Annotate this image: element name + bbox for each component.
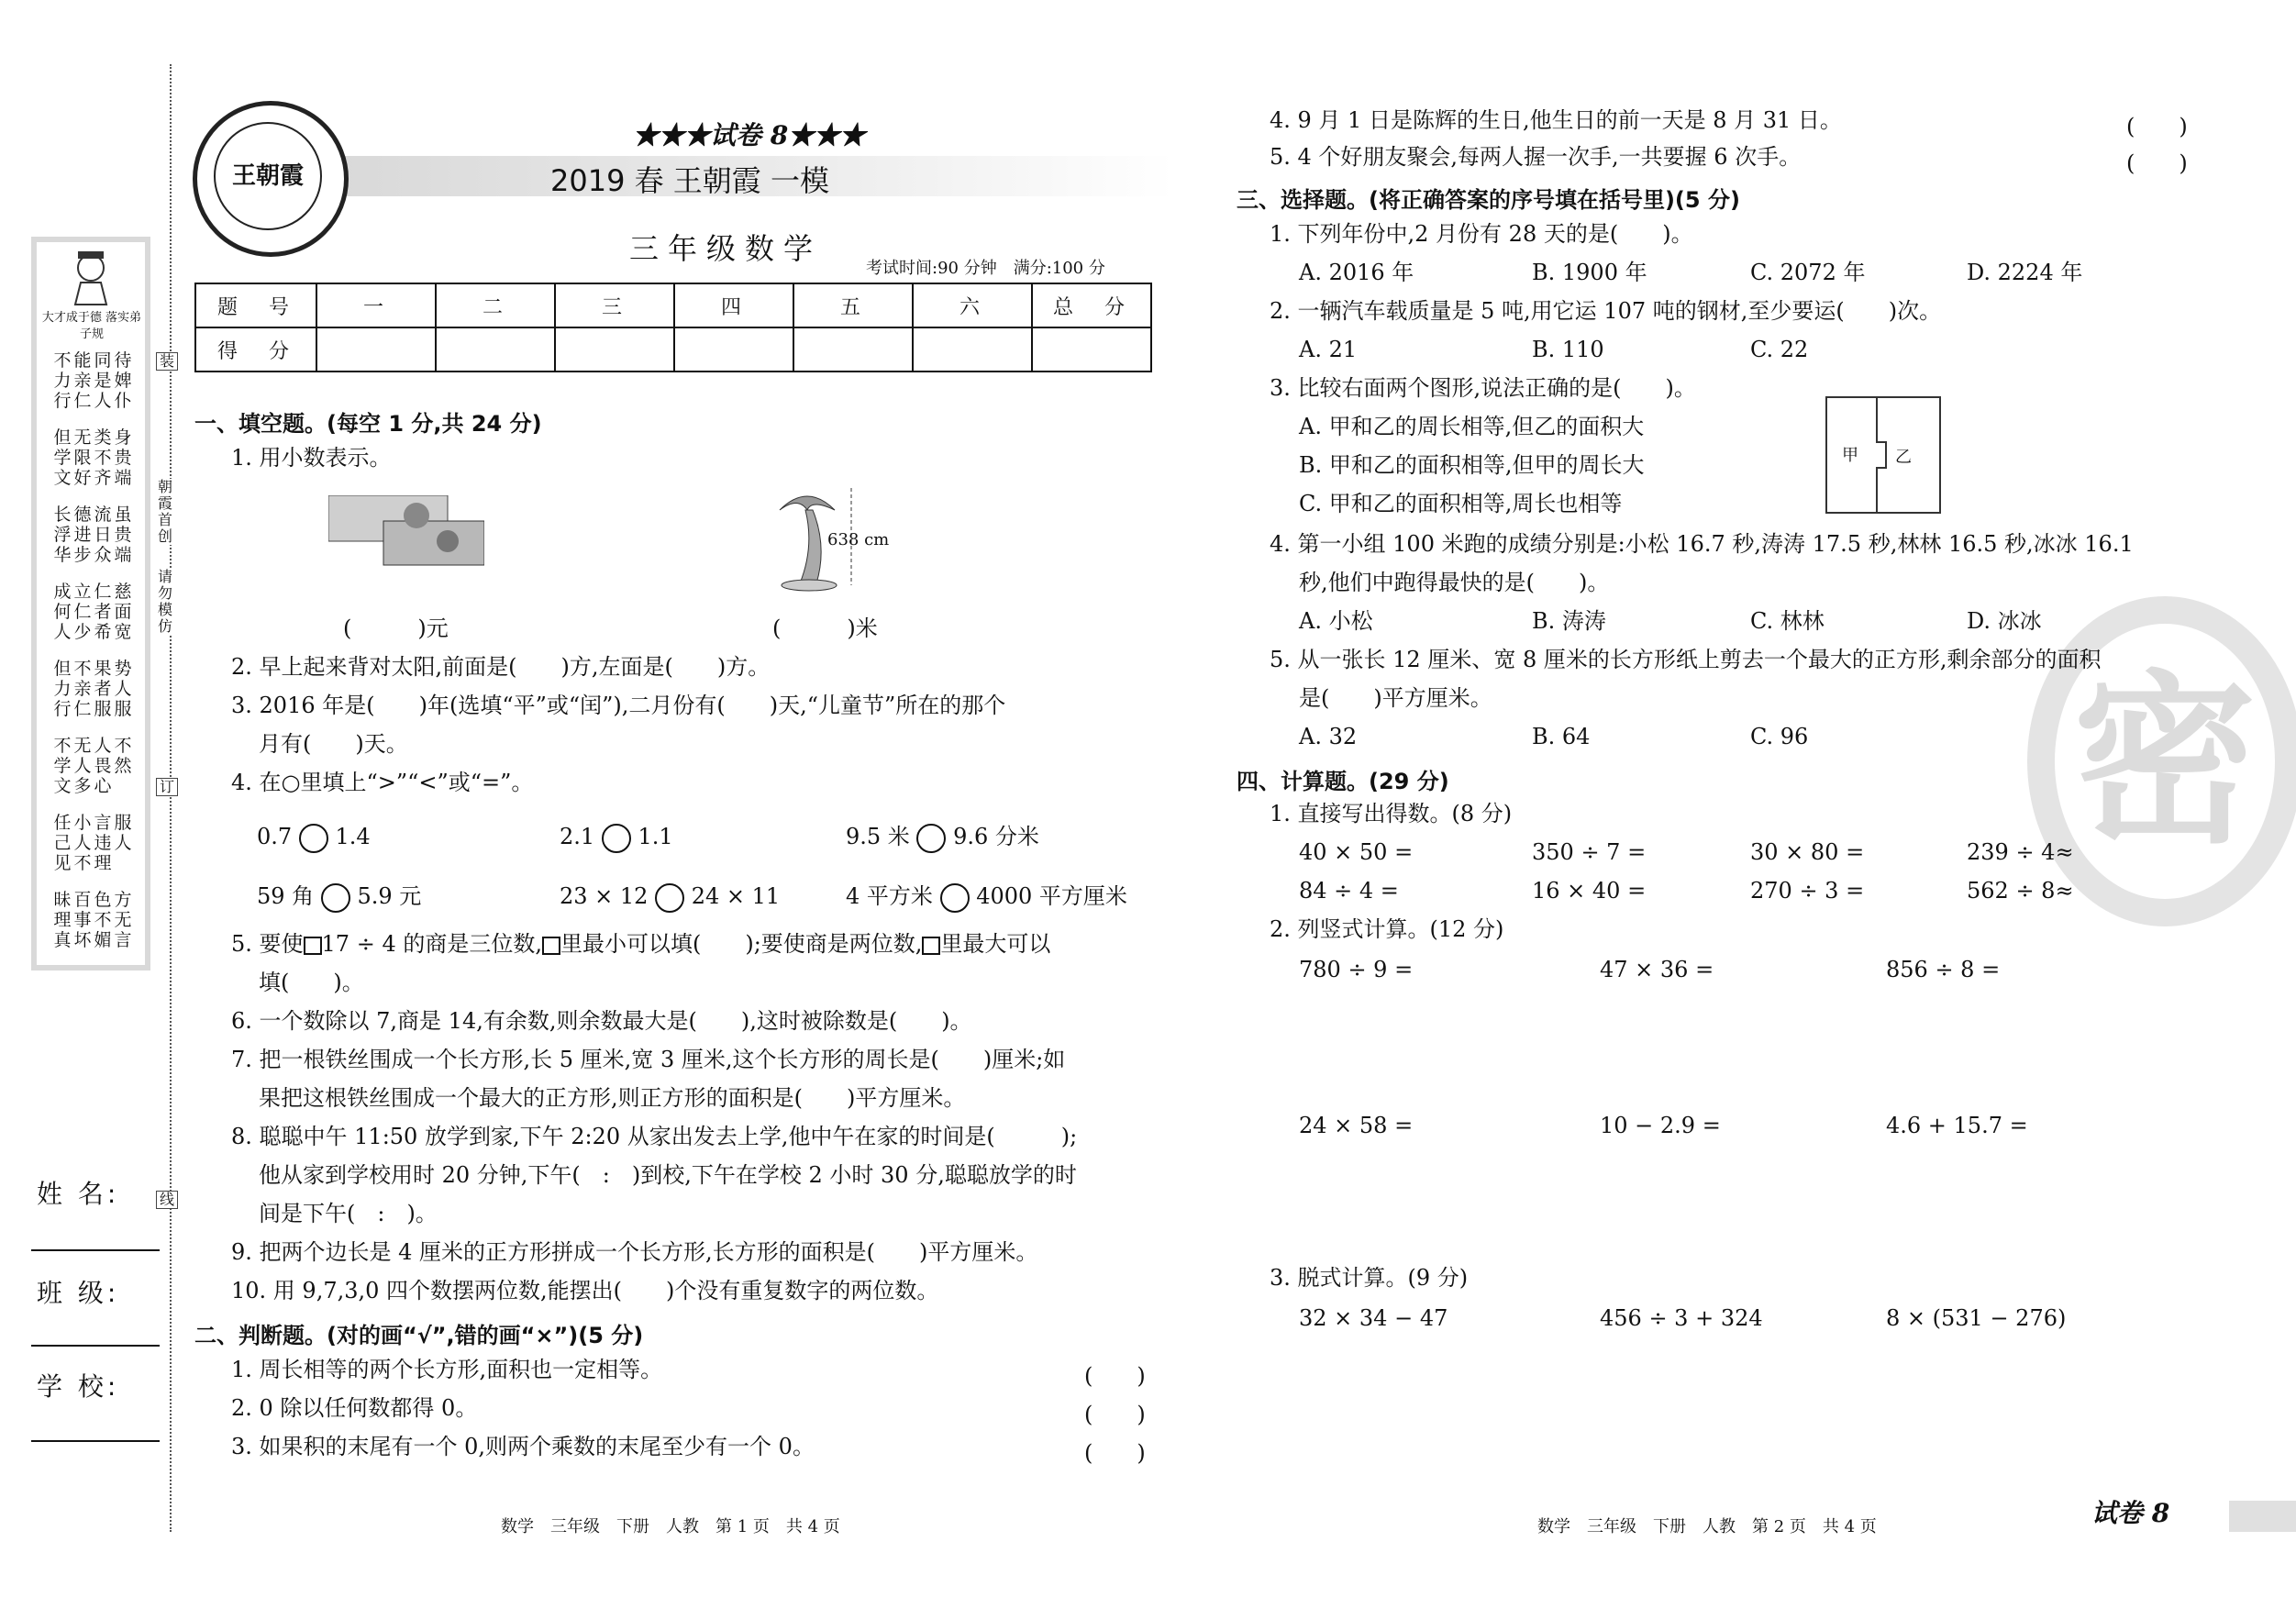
- calc-item: 8 × (531 − 276): [1886, 1305, 2067, 1331]
- motto-text: 果 者 服: [94, 659, 112, 719]
- motto-text: 立 仁 少: [73, 582, 92, 642]
- choice-5-option: A. 32: [1299, 724, 1358, 749]
- binding-dotted-line: [170, 64, 172, 1532]
- brand-logo: 王朝霞: [193, 101, 349, 257]
- calc-item: 4.6 + 15.7 =: [1886, 1113, 2028, 1138]
- judge-2-answer[interactable]: ( ): [1084, 1402, 1146, 1427]
- question-9: 9. 把两个边长是 4 厘米的正方形拼成一个长方形,长方形的面积是( )平方厘米。: [231, 1239, 1038, 1265]
- choice-5-option: B. 64: [1532, 724, 1591, 749]
- motto-text: 能 亲 仁: [73, 350, 92, 411]
- question-1: 1. 用小数表示。: [231, 445, 392, 471]
- section-choice: 三、选择题。(将正确答案的序号填在括号里)(5 分): [1237, 187, 1740, 213]
- shape-figure: [1825, 396, 1941, 514]
- left-footer: 数学 三年级 下册 人教 第 1 页 共 4 页: [501, 1517, 840, 1536]
- calc-item: 47 × 36 =: [1600, 957, 1714, 982]
- exam-series: ★★★试卷 8★★★: [633, 120, 866, 150]
- choice-4-option: D. 冰冰: [1967, 608, 2042, 634]
- motto-text: 德 进 步: [73, 505, 92, 565]
- compare-item: 59 角 5.9 元: [257, 882, 421, 913]
- motto-text: 不 学 文: [53, 736, 72, 796]
- judge-5: 5. 4 个好朋友聚会,每两人握一次手,一共要握 6 次手。: [1270, 144, 1802, 170]
- calc-item: 40 × 50 =: [1299, 839, 1414, 865]
- choice-1-option: C. 2072 年: [1750, 260, 1866, 285]
- question-6: 6. 一个数除以 7,商是 14,有余数,则余数最大是( ),这时被除数是( )。: [231, 1008, 972, 1034]
- question-7-line1: 7. 把一根铁丝围成一个长方形,长 5 厘米,宽 3 厘米,这个长方形的周长是( )厘米;如: [231, 1047, 1066, 1072]
- exam-title: 2019 春 王朝霞 一模: [550, 163, 829, 198]
- motto-text: 不 然: [114, 736, 132, 776]
- copyright-mark: 朝霞首创: [157, 478, 172, 545]
- corner-exam-tag: 试卷 8: [2091, 1498, 2170, 1528]
- question-3-line1: 3. 2016 年是( )年(选填“平”或“闰”),二月份有( )天,“儿童节”所在的那个: [231, 693, 1006, 718]
- motto-text: 任 己 见: [53, 813, 72, 873]
- motto-text: 人 畏 心: [94, 736, 112, 796]
- section-fill-in: 一、填空题。(每空 1 分,共 24 分): [194, 411, 542, 437]
- corner-bar: [2229, 1501, 2296, 1532]
- calc-3: 3. 脱式计算。(9 分): [1270, 1265, 1469, 1291]
- score-label-cell: 得 分: [195, 327, 316, 372]
- motto-text: 但 学 文: [53, 427, 72, 488]
- question-3-line2: 月有( )天。: [259, 731, 408, 757]
- motto-sidebar: [31, 237, 150, 970]
- motto-text: 百 事 坏: [73, 890, 92, 950]
- answer-yuan: ( )元: [343, 616, 449, 641]
- calc-item: 84 ÷ 4 =: [1299, 878, 1399, 904]
- calc-item: 780 ÷ 9 =: [1299, 957, 1414, 982]
- motto-text: 慈 面 宽: [114, 582, 132, 642]
- compare-item: 0.7 1.4: [257, 823, 371, 853]
- motto-text: 方 无 言: [114, 890, 132, 950]
- choice-2-option: C. 22: [1750, 337, 1809, 362]
- calc-item: 32 × 34 − 47: [1299, 1305, 1448, 1331]
- name-label: 姓 名:: [37, 1179, 120, 1209]
- blank-box-icon: [542, 937, 560, 955]
- calc-item: 562 ÷ 8≈: [1967, 878, 2074, 904]
- motto-text: 言 违 理: [94, 813, 112, 873]
- calc-item: 10 − 2.9 =: [1600, 1113, 1721, 1138]
- judge-3: 3. 如果积的末尾有一个 0,则两个乘数的末尾至少有一个 0。: [231, 1434, 815, 1459]
- blank-box-icon: [922, 937, 940, 955]
- question-7-line2: 果把这根铁丝围成一个最大的正方形,则正方形的面积是( )平方厘米。: [259, 1085, 966, 1111]
- motto-text: 虽 贵 端: [114, 505, 132, 565]
- question-2: 2. 早上起来背对太阳,前面是( )方,左面是( )方。: [231, 654, 771, 680]
- question-5-line1: 5. 要使 17 ÷ 4 的商是三位数, 里最小可以填( );要使商是两位数, 里最大可以: [231, 931, 1051, 957]
- calc-item: 24 × 58 =: [1299, 1113, 1414, 1138]
- exam-time: 考试时间:90 分钟 满分:100 分: [866, 259, 1105, 278]
- motto-text: 色 不 媚: [94, 890, 112, 950]
- question-8-line3: 间是下午( : )。: [259, 1201, 438, 1226]
- choice-5-line2: 是( )平方厘米。: [1299, 685, 1492, 711]
- motto-text: 势 人 服: [114, 659, 132, 719]
- score-row: [195, 327, 1151, 372]
- motto-text: 长 浮 华: [53, 505, 72, 565]
- compare-item: 9.5 米 9.6 分米: [846, 823, 1039, 853]
- question-10: 10. 用 9,7,3,0 四个数摆两位数,能摆出( )个没有重复数字的两位数。: [231, 1278, 939, 1303]
- motto-text: 不 亲 仁: [73, 659, 92, 719]
- compare-circle[interactable]: [602, 824, 631, 853]
- judge-4-answer[interactable]: ( ): [2126, 114, 2188, 139]
- motto-text: 昧 理 真: [53, 890, 72, 950]
- score-header-cell: 三: [555, 283, 674, 327]
- score-input-cell[interactable]: [436, 327, 555, 372]
- judge-3-answer[interactable]: ( ): [1084, 1440, 1146, 1466]
- calc-1: 1. 直接写出得数。(8 分): [1270, 801, 1513, 826]
- tree-height-label: 638 cm: [827, 530, 890, 549]
- choice-5-option: C. 96: [1750, 724, 1809, 749]
- motto-text: 服 人: [114, 813, 132, 853]
- score-input-cell[interactable]: [793, 327, 913, 372]
- question-4: 4. 在○里填上“>”“<”或“=”。: [231, 770, 534, 795]
- choice-1-option: A. 2016 年: [1299, 260, 1414, 285]
- calc-2: 2. 列竖式计算。(12 分): [1270, 916, 1504, 942]
- choice-5-line1: 5. 从一张长 12 厘米、宽 8 厘米的长方形纸上剪去一个最大的正方形,剩余部分的面积: [1270, 647, 2102, 672]
- choice-4-line2: 秒,他们中跑得最快的是( )。: [1299, 570, 1610, 595]
- score-input-cell[interactable]: [1032, 327, 1151, 372]
- choice-3-option: A. 甲和乙的周长相等,但乙的面积大: [1299, 414, 1645, 439]
- binding-mark-ding: 订: [156, 778, 178, 796]
- calc-item: 239 ÷ 4≈: [1967, 839, 2074, 865]
- motto-text: 不 力 行: [53, 350, 72, 411]
- school-field[interactable]: [31, 1440, 160, 1442]
- calc-item: 16 × 40 =: [1532, 878, 1647, 904]
- question-8-line2: 他从家到学校用时 20 分钟,下午( : )到校,下午在学校 2 小时 30 分,聪聪放学的时: [259, 1162, 1077, 1188]
- score-input-cell[interactable]: [913, 327, 1032, 372]
- binding-mark-zhuang: 装: [156, 352, 178, 371]
- class-field[interactable]: [31, 1345, 160, 1347]
- choice-1-option: D. 2224 年: [1967, 260, 2083, 285]
- choice-4-option: C. 林林: [1750, 608, 1825, 634]
- figure-label-jia: 甲: [1842, 446, 1858, 465]
- motto-text: 无 限 好: [73, 427, 92, 488]
- choice-3-option: C. 甲和乙的面积相等,周长也相等: [1299, 491, 1623, 516]
- binding-mark-xian: 线: [156, 1191, 178, 1209]
- compare-item: 4 平方米 4000 平方厘米: [846, 882, 1127, 913]
- choice-3: 3. 比较右面两个图形,说法正确的是( )。: [1270, 375, 1696, 401]
- blank-box-icon: [304, 937, 322, 955]
- judge-1-answer[interactable]: ( ): [1084, 1363, 1146, 1389]
- figure-label-yi: 乙: [1895, 448, 1912, 467]
- score-header-cell: 题 号: [195, 283, 316, 327]
- answer-meter: ( )米: [772, 616, 878, 641]
- choice-3-option: B. 甲和乙的面积相等,但甲的周长大: [1299, 452, 1645, 478]
- banknote-image: [328, 495, 484, 567]
- score-header-cell: 一: [316, 283, 436, 327]
- score-header-cell: 总 分: [1032, 283, 1151, 327]
- score-header-cell: 四: [674, 283, 793, 327]
- calc-item: 350 ÷ 7 =: [1532, 839, 1647, 865]
- compare-item: 23 × 12 24 × 11: [560, 882, 780, 913]
- motto-text: 仁 者 希: [94, 582, 112, 642]
- section-calculation: 四、计算题。(29 分): [1237, 769, 1449, 794]
- question-5-line2: 填( )。: [259, 970, 364, 995]
- judge-2: 2. 0 除以任何数都得 0。: [231, 1395, 478, 1421]
- motto-text: 同 是 人: [94, 350, 112, 411]
- compare-item: 2.1 1.1: [560, 823, 673, 853]
- motto-text: 但 力 行: [53, 659, 72, 719]
- choice-1-option: B. 1900 年: [1532, 260, 1647, 285]
- school-label: 学 校:: [37, 1371, 120, 1402]
- score-header-cell: 五: [793, 283, 913, 327]
- subject-title: 三年级数学: [629, 231, 823, 266]
- motto-text: 无 人 多: [73, 736, 92, 796]
- judge-5-answer[interactable]: ( ): [2126, 150, 2188, 176]
- calc-item: 456 ÷ 3 + 324: [1600, 1305, 1763, 1331]
- question-8-line1: 8. 聪聪中午 11:50 放学到家,下午 2:20 从家出发去上学,他中午在家的时间是( );: [231, 1124, 1078, 1149]
- score-header-row: [195, 283, 1151, 327]
- choice-4-option: A. 小松: [1299, 608, 1373, 634]
- choice-2-option: A. 21: [1299, 337, 1358, 362]
- calc-item: 856 ÷ 8 =: [1886, 957, 2001, 982]
- compare-circle[interactable]: [940, 883, 970, 913]
- choice-2-option: B. 110: [1532, 337, 1604, 362]
- score-input-cell[interactable]: [316, 327, 436, 372]
- confidential-stamp: 密: [2027, 596, 2296, 926]
- class-label: 班 级:: [37, 1278, 120, 1308]
- compare-circle[interactable]: [321, 883, 350, 913]
- judge-1: 1. 周长相等的两个长方形,面积也一定相等。: [231, 1357, 663, 1382]
- choice-4-option: B. 涛涛: [1532, 608, 1606, 634]
- motto-text: 成 何 人: [53, 582, 72, 642]
- motto-text: 流 日 众: [94, 505, 112, 565]
- calc-item: 270 ÷ 3 =: [1750, 878, 1865, 904]
- section-judge: 二、判断题。(对的画“√”,错的画“×”)(5 分): [194, 1323, 644, 1348]
- name-field[interactable]: [31, 1249, 160, 1251]
- compare-circle[interactable]: [299, 824, 328, 853]
- calc-item: 30 × 80 =: [1750, 839, 1865, 865]
- motto-text: 小 人 不: [73, 813, 92, 873]
- right-footer: 数学 三年级 下册 人教 第 2 页 共 4 页: [1537, 1517, 1877, 1536]
- choice-2: 2. 一辆汽车载质量是 5 吨,用它运 107 吨的钢材,至少要运( )次。: [1270, 298, 1942, 324]
- score-header-cell: 六: [913, 283, 1032, 327]
- judge-4: 4. 9 月 1 日是陈辉的生日,他生日的前一天是 8 月 31 日。: [1270, 107, 1842, 133]
- choice-4-line1: 4. 第一小组 100 米跑的成绩分别是:小松 16.7 秒,涛涛 17.5 秒,林林 16.5 秒,冰冰 16.1: [1270, 531, 2134, 557]
- cartoon-figure-icon: [66, 250, 116, 306]
- motto-text: 类 不 齐: [94, 427, 112, 488]
- score-header-cell: 二: [436, 283, 555, 327]
- copyright-warning: 请勿模仿: [157, 568, 172, 635]
- motto-text: 待 婢 仆: [114, 350, 132, 411]
- motto-text: 身 贵 端: [114, 427, 132, 488]
- score-input-cell[interactable]: [674, 327, 793, 372]
- score-table: [194, 283, 1152, 372]
- compare-circle[interactable]: [916, 824, 946, 853]
- sidebar-slogan: 大才成于德 落实弟子规: [41, 311, 142, 341]
- compare-circle[interactable]: [655, 883, 684, 913]
- choice-1: 1. 下列年份中,2 月份有 28 天的是( )。: [1270, 221, 1693, 247]
- score-input-cell[interactable]: [555, 327, 674, 372]
